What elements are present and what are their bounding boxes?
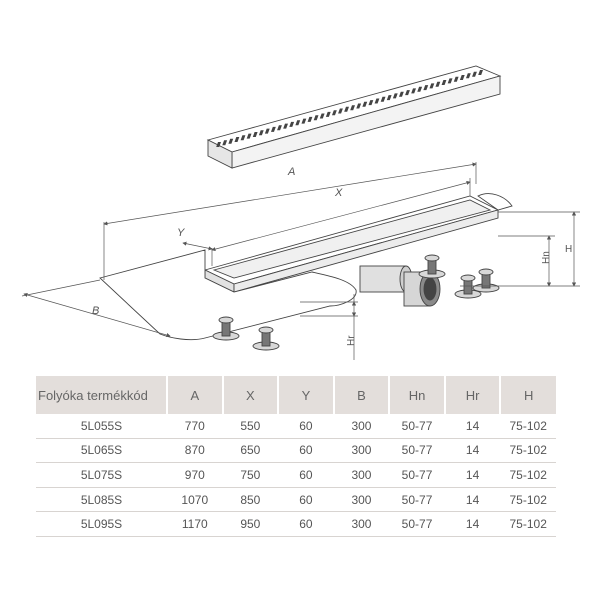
cell-y: 60 <box>278 512 334 537</box>
cell-b: 300 <box>334 438 390 463</box>
drain-channel <box>205 196 498 292</box>
table-row <box>36 512 556 537</box>
cell-h: 75-102 <box>500 512 556 537</box>
cell-product-code: 5L055S <box>36 414 167 438</box>
cell-hn: 50-77 <box>389 463 445 488</box>
cell-h: 75-102 <box>500 487 556 512</box>
dim-label-hn: Hn <box>541 251 552 264</box>
dim-label-y: Y <box>177 227 185 239</box>
col-header-a: A <box>167 376 223 414</box>
cell-product-code: 5L075S <box>36 463 167 488</box>
foot <box>253 327 279 350</box>
cell-hn: 50-77 <box>389 512 445 537</box>
cell-a: 970 <box>167 463 223 488</box>
cell-a: 1170 <box>167 512 223 537</box>
table-row <box>36 463 556 488</box>
cell-hn: 50-77 <box>389 414 445 438</box>
cell-hr: 14 <box>445 438 501 463</box>
cell-y: 60 <box>278 487 334 512</box>
dim-label-hr: Hr <box>346 335 357 346</box>
cell-hn: 50-77 <box>389 438 445 463</box>
foot <box>473 269 499 292</box>
table-row <box>36 414 556 438</box>
cell-a: 1070 <box>167 487 223 512</box>
cell-product-code: 5L095S <box>36 512 167 537</box>
cell-a: 870 <box>167 438 223 463</box>
table-row <box>36 487 556 512</box>
cell-x: 950 <box>223 512 279 537</box>
cell-product-code: 5L065S <box>36 438 167 463</box>
cell-x: 850 <box>223 487 279 512</box>
cell-b: 300 <box>334 512 390 537</box>
col-header-y: Y <box>278 376 334 414</box>
cell-hr: 14 <box>445 487 501 512</box>
spec-table <box>36 376 556 537</box>
cell-x: 750 <box>223 463 279 488</box>
foot <box>419 255 445 278</box>
cell-b: 300 <box>334 487 390 512</box>
cell-product-code: 5L085S <box>36 487 167 512</box>
cell-hr: 14 <box>445 512 501 537</box>
dim-label-b: B <box>92 305 100 317</box>
cell-hn: 50-77 <box>389 487 445 512</box>
col-header-product-code: Folyóka termékkód <box>36 376 167 414</box>
dim-label-a: A <box>288 166 296 178</box>
drain-grate <box>208 66 500 168</box>
col-header-hr: Hr <box>445 376 501 414</box>
col-header-x: X <box>223 376 279 414</box>
cell-y: 60 <box>278 438 334 463</box>
cell-x: 550 <box>223 414 279 438</box>
col-header-b: B <box>334 376 390 414</box>
cell-y: 60 <box>278 414 334 438</box>
cell-h: 75-102 <box>500 438 556 463</box>
col-header-hn: Hn <box>389 376 445 414</box>
cell-hr: 14 <box>445 414 501 438</box>
cell-y: 60 <box>278 463 334 488</box>
table-header-row <box>36 376 556 414</box>
col-header-h: H <box>500 376 556 414</box>
cell-b: 300 <box>334 414 390 438</box>
cell-a: 770 <box>167 414 223 438</box>
table-row <box>36 438 556 463</box>
dim-label-h: H <box>565 244 573 255</box>
cell-b: 300 <box>334 463 390 488</box>
dim-label-x: X <box>335 187 343 199</box>
cell-hr: 14 <box>445 463 501 488</box>
cell-x: 650 <box>223 438 279 463</box>
cell-h: 75-102 <box>500 463 556 488</box>
cell-h: 75-102 <box>500 414 556 438</box>
